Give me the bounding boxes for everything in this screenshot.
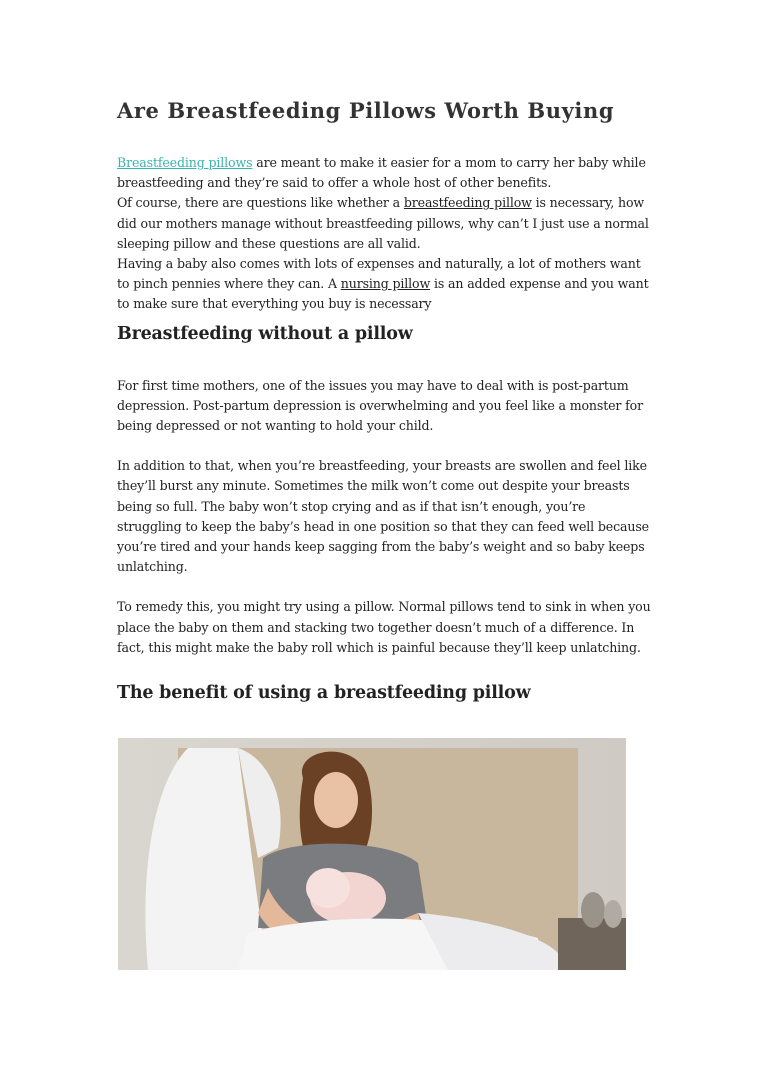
section-heading-without-pillow: Breastfeeding without a pillow: [117, 323, 413, 344]
nursing-pillow-link[interactable]: nursing pillow: [340, 276, 431, 292]
article: [117, 98, 652, 703]
intro-text-1: are meant to make it easier for a mom to carry her baby while breastfeeding and they’re said to offer a whole host of other benefits.: [117, 155, 646, 191]
intro-text-5: is an added expense and you want to make sure that everything you buy is necessary: [117, 276, 649, 312]
intro-paragraph-3: [117, 254, 652, 315]
section1-paragraph-3: To remedy this, you might try using a pillow. Normal pillows tend to sink in when you place the baby on them and stacking two together doesn’t much of a difference. In fact, this might make the baby roll which is painful because they’ll keep unlatching.: [117, 599, 651, 655]
intro-text-2: Of course, there are questions like whether a: [117, 195, 404, 211]
breastfeeding-pillows-link[interactable]: Breastfeeding pillows: [117, 155, 253, 170]
article-title: Are Breastfeeding Pillows Worth Buying: [117, 98, 615, 123]
intro-text-4: Having a baby also comes with lots of expenses and naturally, a lot of mothers want to pinch pennies where they can. A: [117, 256, 641, 292]
intro-text-3: is necessary, how did our mothers manage without breastfeeding pillows, why can’t I just use a normal sleeping pillow and these questions are all valid.: [117, 195, 649, 251]
intro-paragraph-2: [117, 193, 652, 254]
section1-paragraph-2: In addition to that, when you’re breastfeeding, your breasts are swollen and feel like they’ll burst any minute. Sometimes the milk won’t come out despite your breasts being so full. The baby won’t stop crying and as if that isn’t enough, you’re struggling to keep the baby’s head in one position so that they can feed well because you’re tired and your hands keep sagging from the baby’s weight and so baby keeps unlatching.: [117, 458, 649, 575]
section-heading-benefit: The benefit of using a breastfeeding pillow: [117, 683, 531, 704]
section1-paragraph-1: For first time mothers, one of the issues you may have to deal with is post-partum depression. Post-partum depression is overwhelming and you feel like a monster for being depressed or not wanting to hold your child.: [117, 377, 643, 434]
photo-illustration: [118, 738, 626, 970]
breastfeeding-pillow-link[interactable]: breastfeeding pillow: [403, 195, 532, 211]
intro-paragraph-1: [117, 153, 652, 193]
mother-nursing-photo: [118, 738, 626, 970]
